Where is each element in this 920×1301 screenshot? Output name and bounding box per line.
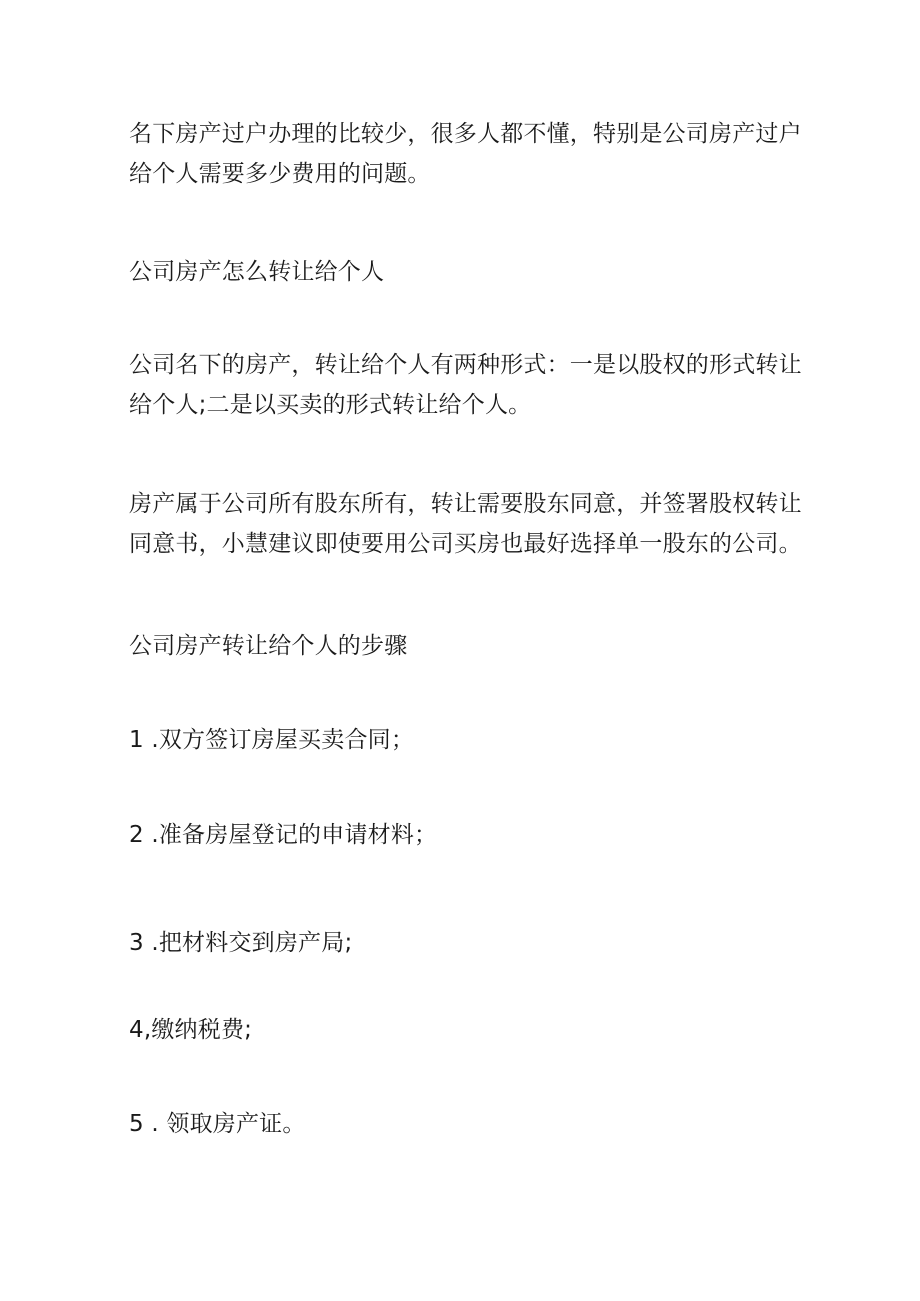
text-line: 5 . 领取房产证。 [129,1111,306,1137]
text-line: 3 .把材料交到房产局; [129,930,353,956]
step-item-5 [129,1104,809,1144]
text-line: 同意书，小慧建议即使要用公司买房也最好选择单一股东的公司。 [129,531,802,557]
paragraph-shareholders [129,484,809,564]
step-item-1 [129,720,809,760]
text-line: 给个人;二是以买卖的形式转让给个人。 [129,392,532,418]
paragraph-forms [129,345,809,425]
step-item-3 [129,923,809,963]
heading-line: 公司房产转让给个人的步骤 [129,633,408,659]
text-line: 名下房产过户办理的比较少，很多人都不懂，特别是公司房产过户 [129,121,802,147]
step-item-4 [129,1010,809,1050]
text-line: 给个人需要多少费用的问题。 [129,161,431,187]
step-item-2 [129,815,809,855]
section-heading-steps [129,626,809,666]
text-line: 公司名下的房产，转让给个人有两种形式：一是以股权的形式转让 [129,352,802,378]
text-line: 房产属于公司所有股东所有，转让需要股东同意，并签署股权转让 [129,491,802,517]
text-line: 2 .准备房屋登记的申请材料； [129,822,438,848]
text-line: 1 .双方签订房屋买卖合同； [129,727,415,753]
text-line: 4,缴纳税费; [129,1017,253,1043]
heading-line: 公司房产怎么转让给个人 [129,259,385,285]
section-heading-transfer [129,252,809,292]
paragraph-intro [129,114,809,194]
